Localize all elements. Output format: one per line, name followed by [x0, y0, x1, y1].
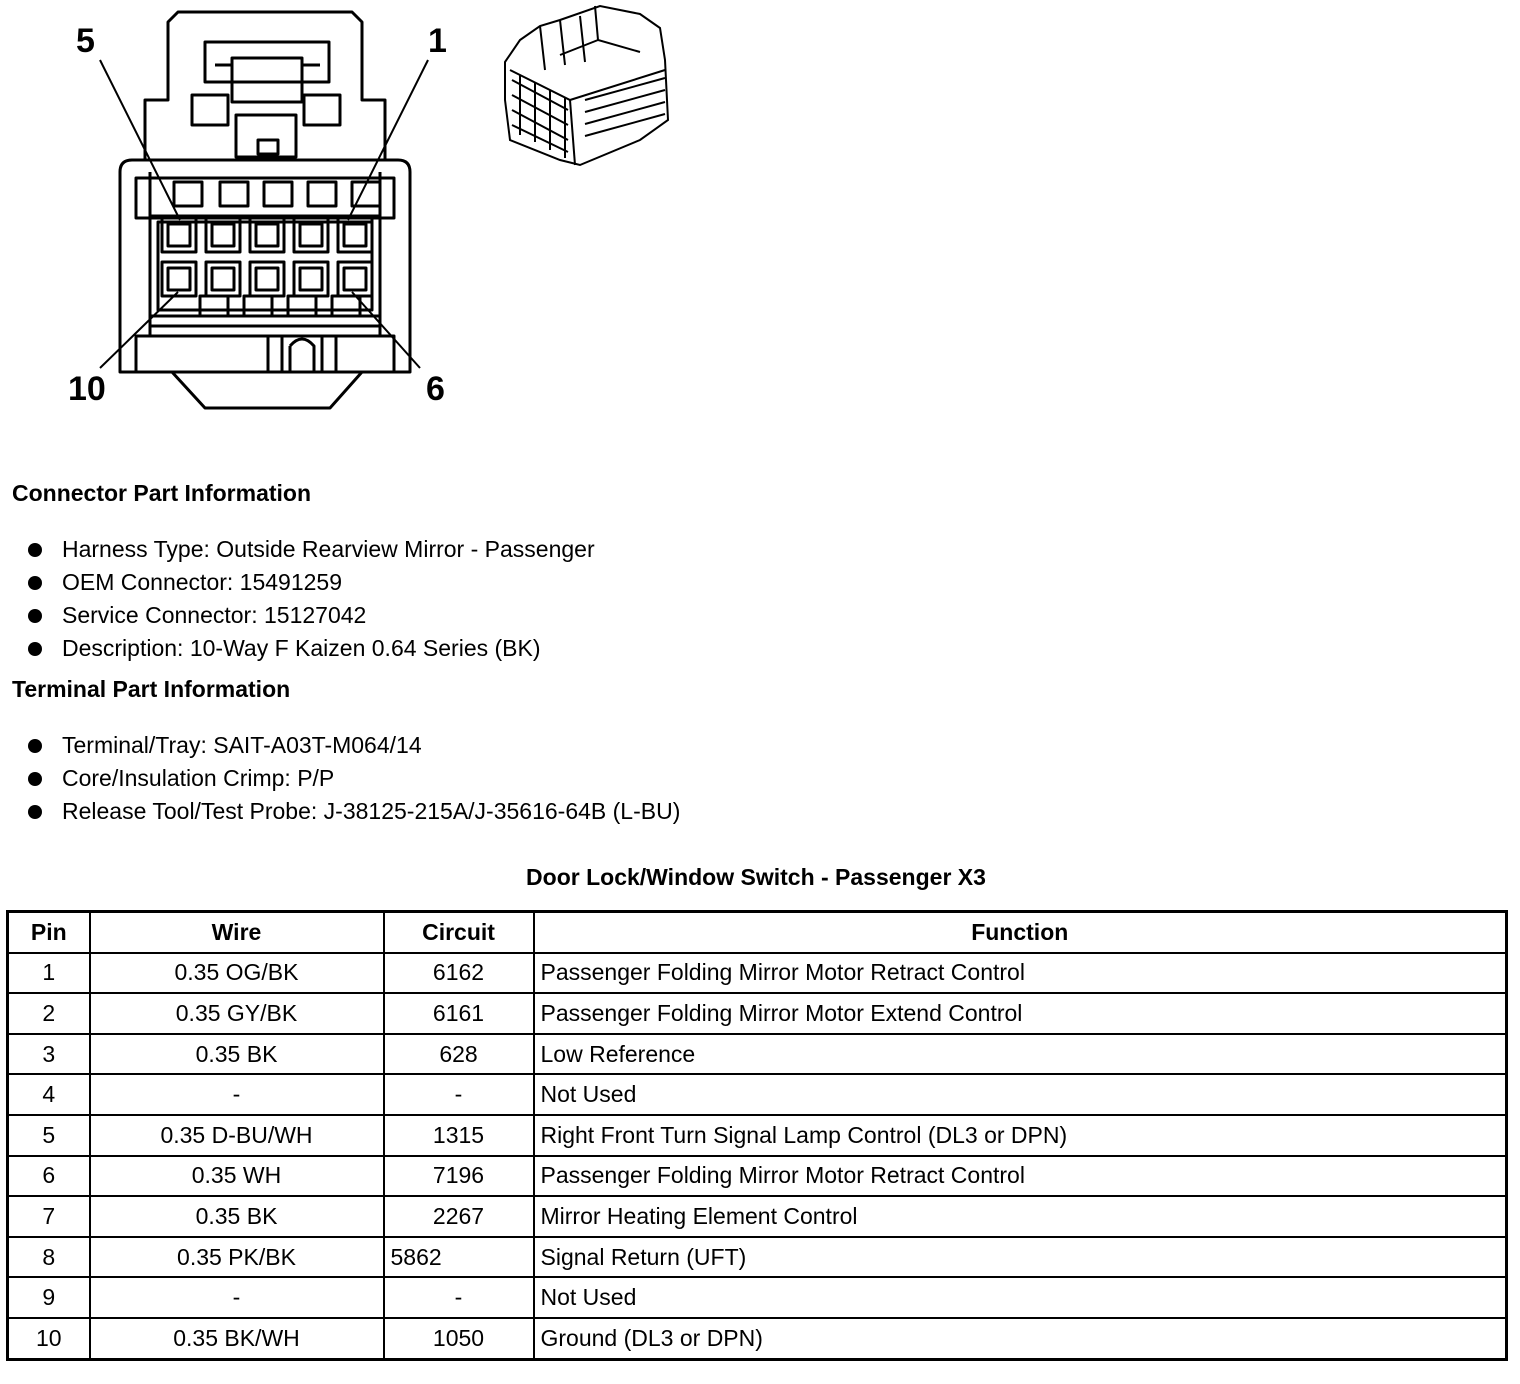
- cell-pin: 8: [8, 1237, 90, 1278]
- header-wire: Wire: [90, 912, 384, 953]
- table-row: [8, 1196, 1507, 1237]
- table-header-row: [8, 912, 1507, 953]
- cell-wire: 0.35 OG/BK: [90, 953, 384, 994]
- cell-pin: 6: [8, 1156, 90, 1197]
- cell-function: Mirror Heating Element Control: [534, 1196, 1507, 1237]
- cell-circuit: 7196: [384, 1156, 534, 1197]
- cell-wire: 0.35 WH: [90, 1156, 384, 1197]
- table-title: Door Lock/Window Switch - Passenger X3: [526, 864, 986, 890]
- table-row: [8, 1277, 1507, 1318]
- table-row: [8, 1237, 1507, 1278]
- cell-wire: 0.35 D-BU/WH: [90, 1115, 384, 1156]
- connector-part-list: [24, 533, 595, 665]
- list-item: OEM Connector: 15491259: [24, 566, 595, 599]
- cell-pin: 1: [8, 953, 90, 994]
- pin-label-6: 6: [426, 370, 445, 408]
- pin-label-1: 1: [428, 22, 447, 60]
- cell-wire: 0.35 GY/BK: [90, 993, 384, 1034]
- cell-pin: 9: [8, 1277, 90, 1318]
- cell-function: Signal Return (UFT): [534, 1237, 1507, 1278]
- cell-circuit: 6162: [384, 953, 534, 994]
- table-row: [8, 1034, 1507, 1075]
- list-item: Harness Type: Outside Rearview Mirror - Passenger: [24, 533, 595, 566]
- table-row: [8, 993, 1507, 1034]
- cell-pin: 3: [8, 1034, 90, 1075]
- cell-function: Passenger Folding Mirror Motor Extend Control: [534, 993, 1507, 1034]
- cell-wire: 0.35 BK: [90, 1034, 384, 1075]
- pinout-table: [6, 910, 1508, 1361]
- connector-part-title: Connector Part Information: [12, 480, 312, 506]
- cell-circuit: 1050: [384, 1318, 534, 1359]
- cell-wire: 0.35 PK/BK: [90, 1237, 384, 1278]
- list-item: Service Connector: 15127042: [24, 599, 595, 632]
- cell-pin: 4: [8, 1074, 90, 1115]
- list-item: Release Tool/Test Probe: J-38125-215A/J-35616-64B (L-BU): [24, 795, 680, 828]
- header-function: Function: [534, 912, 1507, 953]
- terminal-part-title: Terminal Part Information: [12, 676, 291, 702]
- cell-circuit: 5862: [384, 1237, 534, 1278]
- table-row: [8, 1074, 1507, 1115]
- header-circuit: Circuit: [384, 912, 534, 953]
- cell-function: Right Front Turn Signal Lamp Control (DL3 or DPN): [534, 1115, 1507, 1156]
- cell-wire: 0.35 BK: [90, 1196, 384, 1237]
- cell-pin: 5: [8, 1115, 90, 1156]
- cell-wire: 0.35 BK/WH: [90, 1318, 384, 1359]
- table-row: [8, 953, 1507, 994]
- terminal-part-list: [24, 729, 680, 828]
- cell-circuit: 628: [384, 1034, 534, 1075]
- cell-pin: 7: [8, 1196, 90, 1237]
- list-item: Terminal/Tray: SAIT-A03T-M064/14: [24, 729, 680, 762]
- cell-function: Ground (DL3 or DPN): [534, 1318, 1507, 1359]
- cell-pin: 10: [8, 1318, 90, 1359]
- cell-function: Passenger Folding Mirror Motor Retract Control: [534, 953, 1507, 994]
- cell-wire: -: [90, 1074, 384, 1115]
- pin-label-5: 5: [76, 22, 95, 60]
- cell-circuit: -: [384, 1074, 534, 1115]
- cell-circuit: 2267: [384, 1196, 534, 1237]
- cell-circuit: 6161: [384, 993, 534, 1034]
- cell-circuit: 1315: [384, 1115, 534, 1156]
- connector-diagram: [0, 0, 720, 430]
- cell-circuit: -: [384, 1277, 534, 1318]
- pin-label-10: 10: [68, 370, 106, 408]
- cell-pin: 2: [8, 993, 90, 1034]
- header-pin: Pin: [8, 912, 90, 953]
- list-item: Description: 10-Way F Kaizen 0.64 Series (BK): [24, 632, 595, 665]
- table-row: [8, 1115, 1507, 1156]
- connector-isometric-view: [505, 6, 668, 165]
- cell-function: Passenger Folding Mirror Motor Retract Control: [534, 1156, 1507, 1197]
- table-row: [8, 1318, 1507, 1359]
- list-item: Core/Insulation Crimp: P/P: [24, 762, 680, 795]
- cell-function: Low Reference: [534, 1034, 1507, 1075]
- cell-function: Not Used: [534, 1277, 1507, 1318]
- table-row: [8, 1156, 1507, 1197]
- cell-function: Not Used: [534, 1074, 1507, 1115]
- cell-wire: -: [90, 1277, 384, 1318]
